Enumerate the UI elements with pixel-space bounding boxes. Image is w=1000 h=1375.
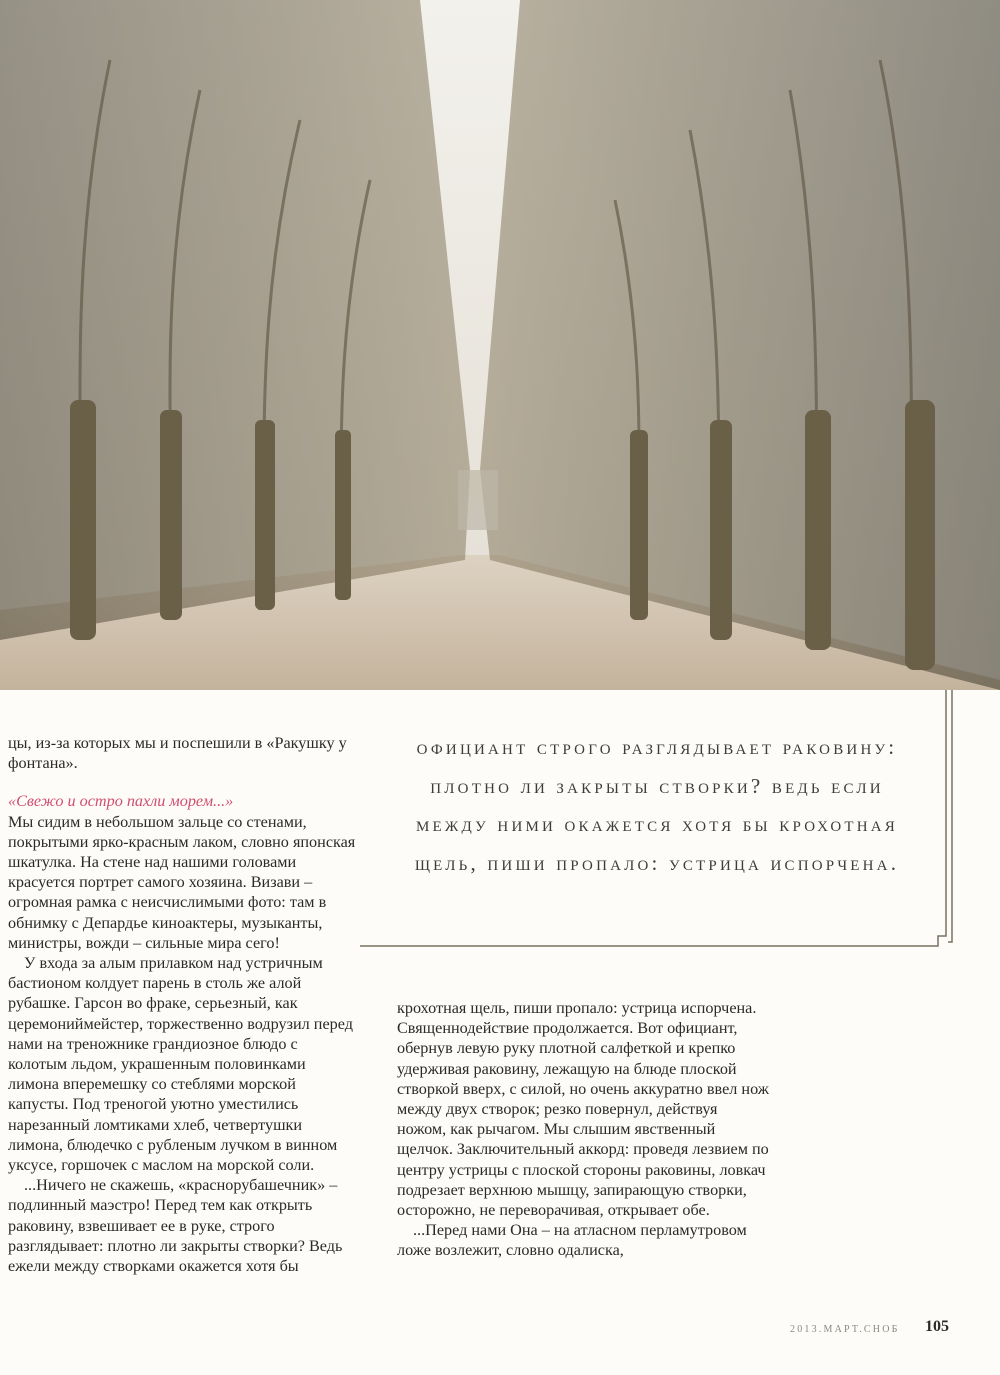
section-subhead: «Свежо и остро пахли морем...» bbox=[8, 792, 234, 811]
issue-label: 2013.МАРТ.СНОБ bbox=[790, 1324, 900, 1335]
paragraph: Мы сидим в небольшом зальце со стенами, покрытыми ярко-красным лаком, словно японская шкатулка. На стене над нашими головами красуется портрет самого хозяина. Визави – огромная рамка с неисчислимыми фото: там в обнимку с Депардье киноактеры, музыканты, министры, вожди – сильные мира сего! bbox=[8, 812, 356, 952]
paragraph: ...Ничего не скажешь, «краснорубашечник» – подлинный маэстро! Перед тем как открыть раковину, взвешивает ее в руке, строго разглядывает: плотно ли закрыты створки? Ведь ежели между створками окажется хотя бы bbox=[8, 1176, 343, 1276]
paragraph-continuation: цы, из-за которых мы и поспешили в «Ракушку у фонтана». bbox=[8, 734, 347, 773]
pull-quote: официант строго разглядывает раковину: плотно ли закрыты створки? ведь если между ними окажется хотя бы крохотная щель, пиши пропало: устрица испорчена. bbox=[414, 735, 900, 875]
paragraph: крохотная щель, пиши пропало: устрица испорчена. Священнодействие продолжается. Вот официант, обернув левую руку плотной салфеткой и крепко удерживая раковину, лежащую на блюде плоской створкой вверх, с силой, но очень аккуратно ввел нож между двух створок; резко повернул, действуя ножом, как рычагом. Мы слышим явственный щелчок. Заключительный аккорд: проведя лезвием по центру устрицы с плоской стороны раковины, ловкач подрезает верхнюю мышцу, запирающую створки, осторожно, не переворачивая, открывает обе. bbox=[397, 999, 769, 1220]
paragraph: У входа за алым прилавком над устричным бастионом колдует парень в столь же алой рубашке. Гарсон во фраке, серьезный, как церемониймейстер, торжественно водрузил перед нами на треножнике грандиозное блюдо с колотым льдом, украшенным половинками лимона вперемешку со стеблями морской капусты. Под треногой уютно уместились нарезанный ломтиками хлеб, четвертушки лимона, блюдечко с рубленым лучком в винном уксусе, горшочек с маслом на морской соли. bbox=[8, 954, 353, 1175]
right-text-column bbox=[397, 998, 769, 1261]
page-number: 105 bbox=[925, 1318, 949, 1335]
left-text-column bbox=[8, 733, 358, 1276]
paragraph: ...Перед нами Она – на атласном перламутровом ложе возлежит, словно одалиска, bbox=[397, 1221, 747, 1260]
